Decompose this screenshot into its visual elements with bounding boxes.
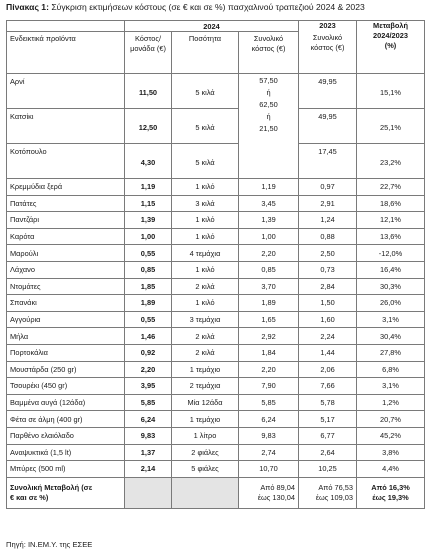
quantity: 1 κιλό [172, 212, 239, 229]
unit-cost: 1,00 [125, 228, 172, 245]
cost-2023: 6,77 [299, 427, 357, 444]
cost-2023: 17,45 [299, 144, 357, 179]
quantity: 1 τεμάχιο [172, 361, 239, 378]
cost-2024: 0,85 [239, 261, 299, 278]
total-row [7, 477, 425, 508]
product-name: Κοτόπουλο [7, 144, 125, 179]
change: 22,7% [357, 179, 425, 196]
cost-2023: 0,97 [299, 179, 357, 196]
cost-2023: 1,50 [299, 295, 357, 312]
quantity: 1 κιλό [172, 228, 239, 245]
product-name: Μαρούλι [7, 245, 125, 262]
unit-cost: 2,14 [125, 461, 172, 478]
cost-2023: 1,60 [299, 311, 357, 328]
cost-2023: 2,64 [299, 444, 357, 461]
quantity: 2 κιλά [172, 328, 239, 345]
unit-cost: 9,83 [125, 427, 172, 444]
cost-2024: 6,24 [239, 411, 299, 428]
quantity: 1 κιλό [172, 295, 239, 312]
caption-label: Πίνακας 1: [6, 2, 49, 12]
change: 20,7% [357, 411, 425, 428]
total-cost-2024: Από 89,04 έως 130,04 [239, 477, 299, 508]
table-row [7, 378, 425, 395]
product-name: Μουστάρδα (250 gr) [7, 361, 125, 378]
quantity: 5 κιλά [172, 109, 239, 144]
unit-cost: 5,85 [125, 394, 172, 411]
unit-cost: 2,20 [125, 361, 172, 378]
product-header: Ενδεικτικά προϊόντα [7, 32, 125, 74]
table-row [7, 245, 425, 262]
change: 15,1% [357, 74, 425, 109]
quantity: 3 κιλά [172, 195, 239, 212]
change: 6,8% [357, 361, 425, 378]
total-label: Συνολική Μεταβολή (σε € και σε %) [7, 477, 125, 508]
table-row [7, 427, 425, 444]
cost-2024: 1,89 [239, 295, 299, 312]
product-name: Αναψυκτικά (1,5 lt) [7, 444, 125, 461]
cost-2024: 10,70 [239, 461, 299, 478]
table-row [7, 179, 425, 196]
product-name: Αρνί [7, 74, 125, 109]
meat-total-2024: 57,50 ή 62,50 ή 21,50 [239, 74, 299, 179]
change: 26,0% [357, 295, 425, 312]
cost-2023: 2,91 [299, 195, 357, 212]
change: 18,6% [357, 195, 425, 212]
change: 13,6% [357, 228, 425, 245]
product-name: Λάχανο [7, 261, 125, 278]
product-name: Τσουρέκι (450 gr) [7, 378, 125, 395]
table-row [7, 394, 425, 411]
change: 3,1% [357, 311, 425, 328]
product-name: Φέτα σε άλμη (400 gr) [7, 411, 125, 428]
change: 30,4% [357, 328, 425, 345]
cost-2023: 2,06 [299, 361, 357, 378]
unit-cost: 3,95 [125, 378, 172, 395]
cost-2024: 3,70 [239, 278, 299, 295]
product-name: Αγγούρια [7, 311, 125, 328]
change: 12,1% [357, 212, 425, 229]
unit-cost-header: Κόστος/ μονάδα (€) [125, 32, 172, 74]
product-rows [7, 179, 425, 478]
cost-2024: 5,85 [239, 394, 299, 411]
quantity: Μία 12άδα [172, 394, 239, 411]
cost-2023: 2,24 [299, 328, 357, 345]
cost-2024: 1,19 [239, 179, 299, 196]
change: 3,1% [357, 378, 425, 395]
quantity: 5 φιάλες [172, 461, 239, 478]
change: 4,4% [357, 461, 425, 478]
total-change: Από 16,3% έως 19,3% [357, 477, 425, 508]
unit-cost: 0,55 [125, 311, 172, 328]
cost-2023: 49,95 [299, 109, 357, 144]
total-cost-2023-header: Συνολικό κόστος (€) [310, 33, 345, 52]
cost-2024: 9,83 [239, 427, 299, 444]
change: 1,2% [357, 394, 425, 411]
cost-2024: 1,00 [239, 228, 299, 245]
unit-cost: 12,50 [125, 109, 172, 144]
cost-2024: 2,20 [239, 245, 299, 262]
table-row [7, 144, 425, 179]
table-row [7, 411, 425, 428]
unit-cost: 1,85 [125, 278, 172, 295]
quantity: 1 τεμάχιο [172, 411, 239, 428]
cost-2023: 7,66 [299, 378, 357, 395]
quantity: 3 τεμάχια [172, 311, 239, 328]
caption-text: Σύγκριση εκτιμήσεων κόστους (σε € και σε %) πασχαλινού τραπεζιού 2024 & 2023 [51, 2, 365, 12]
change: 23,2% [357, 144, 425, 179]
product-name: Μπύρες (500 ml) [7, 461, 125, 478]
table-row [7, 295, 425, 312]
unit-cost: 1,46 [125, 328, 172, 345]
total-cost-2023: Από 76,53 έως 109,03 [299, 477, 357, 508]
cost-2023: 1,24 [299, 212, 357, 229]
change: 16,4% [357, 261, 425, 278]
change-header-line2: 2024/2023 [373, 31, 408, 40]
product-name: Κρεμμύδια ξερά [7, 179, 125, 196]
product-name: Καρότα [7, 228, 125, 245]
product-name: Πορτοκάλια [7, 344, 125, 361]
change: -12,0% [357, 245, 425, 262]
cost-2024: 2,74 [239, 444, 299, 461]
change: 3,8% [357, 444, 425, 461]
change-header-line3: (%) [384, 41, 397, 50]
unit-cost: 0,85 [125, 261, 172, 278]
unit-cost: 6,24 [125, 411, 172, 428]
table-row [7, 328, 425, 345]
cost-2024: 2,92 [239, 328, 299, 345]
table-row [7, 212, 425, 229]
unit-cost: 4,30 [125, 144, 172, 179]
change: 25,1% [357, 109, 425, 144]
product-name: Κατσίκι [7, 109, 125, 144]
unit-cost: 0,55 [125, 245, 172, 262]
source-note: Πηγή: ΙΝ.ΕΜ.Υ. της ΕΣΕΕ [6, 540, 93, 549]
quantity: 2 τεμάχια [172, 378, 239, 395]
cost-2023: 2,84 [299, 278, 357, 295]
quantity: 5 κιλά [172, 144, 239, 179]
quantity: 2 φιάλες [172, 444, 239, 461]
product-name: Παρθένο ελαιόλαδο [7, 427, 125, 444]
product-name: Βαμμένα αυγά (12άδα) [7, 394, 125, 411]
cost-2024: 1,65 [239, 311, 299, 328]
product-name: Ντομάτες [7, 278, 125, 295]
cost-2024: 2,20 [239, 361, 299, 378]
cost-2023: 10,25 [299, 461, 357, 478]
unit-cost: 1,89 [125, 295, 172, 312]
year-header-row [7, 21, 425, 32]
cost-2023: 5,17 [299, 411, 357, 428]
product-name: Μήλα [7, 328, 125, 345]
unit-cost: 1,19 [125, 179, 172, 196]
cost-2024: 1,84 [239, 344, 299, 361]
table-row [7, 361, 425, 378]
change: 45,2% [357, 427, 425, 444]
table-row [7, 195, 425, 212]
cost-2024: 3,45 [239, 195, 299, 212]
table-row [7, 461, 425, 478]
quantity: 4 τεμάχια [172, 245, 239, 262]
quantity-header: Ποσότητα [172, 32, 239, 74]
table-row [7, 109, 425, 144]
unit-cost: 1,37 [125, 444, 172, 461]
quantity: 2 κιλά [172, 278, 239, 295]
quantity: 1 λίτρο [172, 427, 239, 444]
table-row [7, 261, 425, 278]
product-name: Σπανάκι [7, 295, 125, 312]
cost-2023: 2,50 [299, 245, 357, 262]
table-row [7, 344, 425, 361]
cost-2023: 0,88 [299, 228, 357, 245]
change-header-line1: Μεταβολή [373, 21, 408, 30]
quantity: 1 κιλό [172, 261, 239, 278]
unit-cost: 0,92 [125, 344, 172, 361]
unit-cost: 1,39 [125, 212, 172, 229]
change: 30,3% [357, 278, 425, 295]
change: 27,8% [357, 344, 425, 361]
cost-2023: 49,95 [299, 74, 357, 109]
product-name: Πατάτες [7, 195, 125, 212]
table-caption [6, 2, 365, 12]
quantity: 2 κιλά [172, 344, 239, 361]
year-2024-header: 2024 [125, 21, 299, 32]
cost-2023: 0,73 [299, 261, 357, 278]
cost-2024: 7,90 [239, 378, 299, 395]
table-row [7, 228, 425, 245]
quantity: 1 κιλό [172, 179, 239, 196]
table-row [7, 311, 425, 328]
unit-cost: 1,15 [125, 195, 172, 212]
unit-cost: 11,50 [125, 74, 172, 109]
cost-2024: 1,39 [239, 212, 299, 229]
product-name: Παντζάρι [7, 212, 125, 229]
cost-2023: 5,78 [299, 394, 357, 411]
table-row [7, 74, 425, 109]
year-2023-header: 2023 [319, 21, 336, 30]
table-row [7, 278, 425, 295]
total-cost-2024-header: Συνολικό κόστος (€) [239, 32, 299, 74]
quantity: 5 κιλά [172, 74, 239, 109]
table-row [7, 444, 425, 461]
cost-2023: 1,44 [299, 344, 357, 361]
cost-comparison-table [6, 20, 425, 509]
